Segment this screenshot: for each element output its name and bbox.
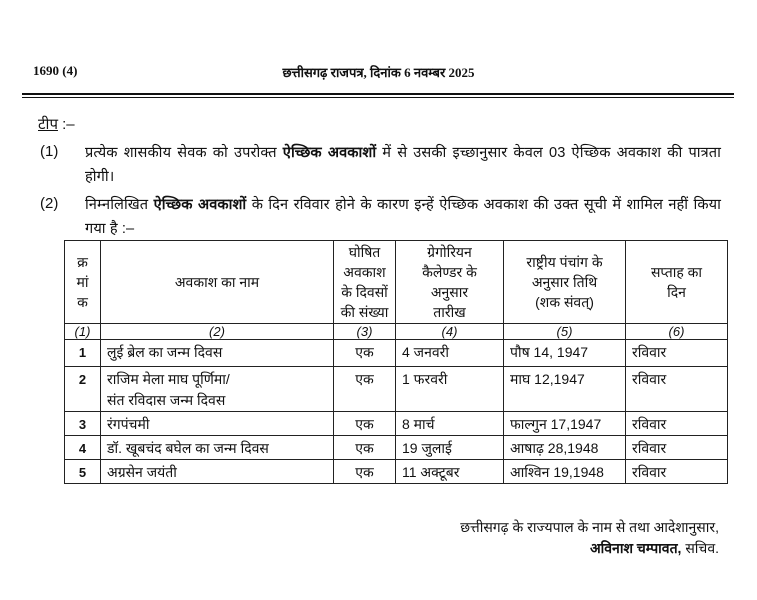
- column-number: (2): [101, 324, 334, 340]
- table-row: [65, 367, 728, 412]
- table-row: [65, 340, 728, 367]
- holiday-name-line: संत रविदास जन्म दिवस: [107, 392, 226, 408]
- optional-holidays-table: [64, 240, 728, 484]
- column-number: (4): [396, 324, 504, 340]
- gregorian-date: 19 जुलाई: [396, 436, 504, 460]
- table-row: [65, 460, 728, 484]
- table-header-row: [65, 241, 728, 324]
- gregorian-date: 11 अक्टूबर: [396, 460, 504, 484]
- holiday-name: डॉ. खूबचंद बघेल का जन्म दिवस: [101, 436, 334, 460]
- signatory-name: अविनाश चम्पावत,: [589, 540, 682, 556]
- gregorian-date: 1 फरवरी: [396, 367, 504, 412]
- point-2-text-after: के दिन रविवार होने के कारण इन्हें ऐच्छिक अवकाश की उक्त सूची में शामिल नहीं किया गया है :–: [85, 197, 721, 237]
- column-number: (6): [626, 324, 728, 340]
- serial-number: 4: [65, 436, 101, 460]
- header-rule-thin: [22, 97, 734, 98]
- weekday: रविवार: [626, 436, 728, 460]
- note-label-suffix: :–: [57, 116, 75, 133]
- column-number: (3): [334, 324, 396, 340]
- national-calendar-date: आषाढ़ 28,1948: [504, 436, 626, 460]
- serial-number: 1: [65, 340, 101, 367]
- point-2-text-bold: ऐच्छिक अवकाशों: [153, 197, 247, 213]
- national-calendar-date: माघ 12,1947: [504, 367, 626, 412]
- days-count: एक: [334, 436, 396, 460]
- weekday: रविवार: [626, 412, 728, 436]
- header-gregorian-line: अनुसार: [430, 284, 469, 300]
- holiday-name: लुई ब्रेल का जन्म दिवस: [101, 340, 334, 367]
- serial-number: 5: [65, 460, 101, 484]
- header-national-line: (शक संवत्): [535, 294, 594, 310]
- serial-number: 2: [65, 367, 101, 412]
- header-serial-line: क्र: [77, 254, 88, 270]
- weekday: रविवार: [626, 460, 728, 484]
- national-calendar-date: आश्विन 19,1948: [504, 460, 626, 484]
- header-serial-number: [65, 241, 101, 324]
- days-count: एक: [334, 340, 396, 367]
- header-gregorian-line: ग्रेगोरियन: [427, 244, 472, 260]
- header-weekday-line: सप्ताह का: [650, 264, 703, 280]
- point-1-text-after: में से उसकी इच्छानुसार केवल 03 ऐच्छिक अवकाश की पात्रता होगी।: [85, 145, 721, 185]
- days-count: एक: [334, 367, 396, 412]
- page-number: 1690 (4): [33, 63, 78, 78]
- serial-number: 3: [65, 412, 101, 436]
- days-count: एक: [334, 460, 396, 484]
- header-gregorian-date: [396, 241, 504, 324]
- weekday: रविवार: [626, 340, 728, 367]
- column-number: (1): [65, 324, 101, 340]
- header-serial-line: क: [77, 294, 88, 310]
- header-serial-line: मां: [76, 274, 89, 290]
- signatory: [590, 539, 719, 558]
- holiday-name: [101, 367, 334, 412]
- days-count: एक: [334, 412, 396, 436]
- header-count-line: के दिवसों: [341, 284, 388, 300]
- table-row: [65, 412, 728, 436]
- point-2-number: (2): [40, 195, 59, 212]
- note-heading: [38, 114, 75, 134]
- header-weekday: [626, 241, 728, 324]
- gazette-title: छत्तीसगढ़ राजपत्र, दिनांक 6 नवम्बर 2025: [282, 65, 475, 80]
- point-1-text-before: प्रत्येक शासकीय सेवक को उपरोक्त: [85, 145, 283, 161]
- gregorian-date: 8 मार्च: [396, 412, 504, 436]
- point-1-text-bold: ऐच्छिक अवकाशों: [282, 145, 377, 161]
- column-number: (5): [504, 324, 626, 340]
- national-calendar-date: पौष 14, 1947: [504, 340, 626, 367]
- authority-line: छत्तीसगढ़ के राज्यपाल के नाम से तथा आदेशानुसार,: [460, 519, 719, 535]
- note-label: टीप: [38, 116, 58, 133]
- holiday-name: रंगपंचमी: [101, 412, 334, 436]
- header-gregorian-line: तारीख: [433, 304, 466, 320]
- gregorian-date: 4 जनवरी: [396, 340, 504, 367]
- header-national-calendar-date: [504, 241, 626, 324]
- holiday-name: अग्रसेन जयंती: [101, 460, 334, 484]
- holiday-name-line: राजिम मेला माघ पूर्णिमा/: [107, 371, 230, 387]
- national-calendar-date: फाल्गुन 17,1947: [504, 412, 626, 436]
- point-2-text-before: निम्नलिखित: [85, 197, 154, 213]
- header-national-line: अनुसार तिथि: [531, 274, 598, 290]
- point-1-text: [85, 141, 721, 189]
- column-number-row: [65, 324, 728, 340]
- header-holiday-name: अवकाश का नाम: [101, 241, 334, 324]
- header-weekday-line: दिन: [667, 284, 686, 300]
- table-row: [65, 436, 728, 460]
- point-1-number: (1): [40, 143, 59, 160]
- header-days-count: [334, 241, 396, 324]
- header-count-line: की संख्या: [340, 304, 389, 320]
- signatory-designation: सचिव.: [681, 540, 719, 556]
- header-count-line: घोषित: [348, 244, 381, 260]
- header-count-line: अवकाश: [343, 264, 386, 280]
- header-gregorian-line: कैलेण्डर के: [422, 264, 477, 280]
- point-2-text: [85, 193, 721, 241]
- header-rule-thick: [22, 93, 734, 95]
- weekday: रविवार: [626, 367, 728, 412]
- header-national-line: राष्ट्रीय पंचांग के: [526, 254, 603, 270]
